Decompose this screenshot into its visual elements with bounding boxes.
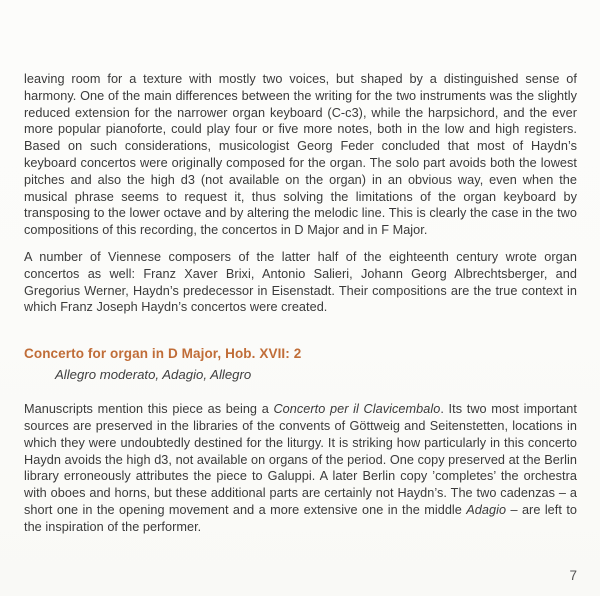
paragraph-manuscripts (24, 401, 577, 535)
text-run-italic-work-title: Concerto per il Clavicembalo (273, 402, 441, 417)
text-run: – are left to the inspiration of the performer. (24, 502, 577, 534)
paragraph-keyboard-differences: leaving room for a texture with mostly two voices, but shaped by a distinguished sense of harmony. One of the main differences between the writing for the two instruments was the slightly reduced extension for the narrower organ keyboard (C-c3), while the harpsichord, and the ever more popular pianoforte, could play four or five more notes, both in the low and high registers. Based on such considerations, musicologist Georg Feder concluded that most of Haydn’s keyboard concertos were originally composed for the organ. The solo part avoids both the lowest pitches and also the high d3 (not available on the organ) in an obvious way, even when the musical phrase seems to request it, thus solving the limitations of the organ keyboard by transposing to the lower octave and by altering the melodic line. This is clearly the case in the two compositions of this recording, the concertos in D Major and in F Major. (24, 72, 577, 238)
section-movements: Allegro moderato, Adagio, Allegro (55, 367, 252, 383)
text-run-italic-movement: Adagio (466, 502, 507, 517)
section-heading: Concerto for organ in D Major, Hob. XVII: 2 (24, 346, 302, 362)
paragraph-viennese-composers: A number of Viennese composers of the latter half of the eighteenth century wrote organ concertos as well: Franz Xaver Brixi, Antonio Salieri, Johann Georg Albrechtsberger, and Gregorius Werner, Haydn’s predecessor in Eisenstadt. Their compositions are the true context in which Franz Joseph Haydn’s concertos were created. (24, 249, 577, 315)
page-number: 7 (569, 568, 577, 583)
text-run: Manuscripts mention this piece as being a (24, 402, 274, 417)
text-run: . Its two most important sources are preserved in the libraries of the convents of Göttweig and Seitenstetten, locations in which they were undoubtedly destined for the liturgy. It is striking how particularly in this concerto Haydn avoids the high d3, not available on organs of the period. One copy preserved at the Berlin library erroneously attributes the piece to Galuppi. A later Berlin copy ’completes’ the orchestra with oboes and horns, but these additional parts are certainly not Haydn’s. The two cadenzas – a short one in the opening movement and a more extensive one in the middle (24, 402, 577, 517)
